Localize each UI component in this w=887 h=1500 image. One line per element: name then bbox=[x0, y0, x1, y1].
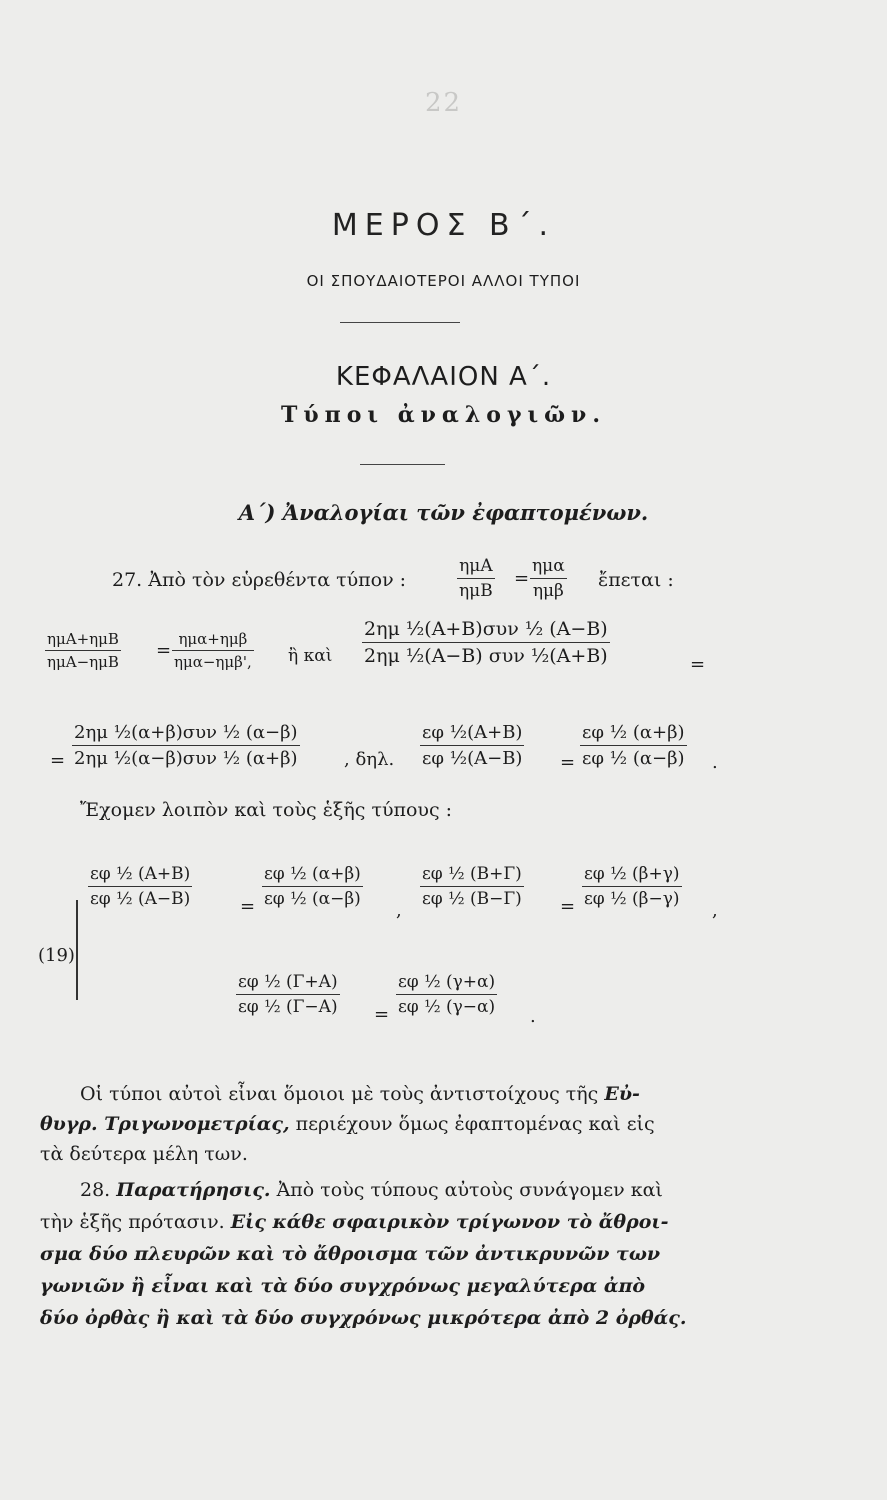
formula-fraction: εφ ½ (Γ+Α) εφ ½ (Γ−Α) bbox=[238, 972, 338, 1017]
formula-fraction: εφ ½ (α+β) εφ ½ (α−β) bbox=[264, 864, 361, 909]
formula-fraction: ημΑ+ημΒ ημΑ−ημΒ bbox=[47, 630, 119, 671]
brace bbox=[76, 900, 86, 1000]
remark-line: Οἱ τύποι αὐτοὶ εἶναι ὅμοιοι μὲ τοὺς ἀντιστοίχους τῆς Εὐ- bbox=[80, 1083, 640, 1105]
formula-fraction: εφ ½ (γ+α) εφ ½ (γ−α) bbox=[398, 972, 496, 1017]
divider bbox=[360, 464, 445, 465]
part-title: ΜΕΡΟΣ Β΄. bbox=[331, 208, 556, 243]
formula-label: (19) bbox=[38, 945, 75, 966]
divider bbox=[340, 322, 460, 323]
chapter-title: ΚΕΦΑΛΑΙΟΝ Α΄. bbox=[335, 362, 552, 392]
para28-line: γωνιῶν ἢ εἶναι καὶ τὰ δύο συγχρόνως μεγαλύτερα ἀπὸ bbox=[40, 1275, 646, 1297]
remark-line: τὰ δεύτερα μέλη των. bbox=[40, 1143, 248, 1165]
formula-fraction: εφ ½ (Α+Β) εφ ½ (Α−Β) bbox=[90, 864, 191, 909]
section-title: Α΄) Ἀναλογίαι τῶν ἐφαπτομένων. bbox=[238, 500, 649, 525]
para27-intro: 27. Ἀπὸ τὸν εὑρεθέντα τύπον : bbox=[112, 569, 407, 591]
formula-fraction: εφ ½ (β+γ) εφ ½ (β−γ) bbox=[584, 864, 680, 909]
para28-line: σμα δύο πλευρῶν καὶ τὸ ἄθροισμα τῶν ἀντικρυνῶν των bbox=[40, 1243, 661, 1265]
para28-line: δύο ὀρθὰς ἢ καὶ τὰ δύο συγχρόνως μικρότερα ἀπὸ 2 ὀρθάς. bbox=[40, 1307, 687, 1329]
formula-fraction: εφ ½(Α+Β) εφ ½(Α−Β) bbox=[422, 722, 523, 769]
para28-line: τὴν ἑξῆς πρότασιν. Εἰς κάθε σφαιρικὸν τρίγωνον τὸ ἄθροι- bbox=[40, 1211, 669, 1233]
formula-fraction: ημα ημβ bbox=[532, 556, 565, 601]
remark-line: θυγρ. Τριγωνομετρίας, περιέχουν ὅμως ἐφαπτομένας καὶ εἰς bbox=[40, 1113, 655, 1135]
we-have-text: Ἔχομεν λοιπὸν καὶ τοὺς ἑξῆς τύπους : bbox=[80, 799, 453, 821]
formula-fraction: εφ ½ (Β+Γ) εφ ½ (Β−Γ) bbox=[422, 864, 522, 909]
para28-line: 28. Παρατήρησις. Ἀπὸ τοὺς τύπους αὐτοὺς συνάγομεν καὶ bbox=[80, 1179, 663, 1201]
follows-text: ἔπεται : bbox=[598, 569, 674, 591]
formula-fraction: 2ημ ½(Α+Β)συν ½ (Α−Β) 2ημ ½(Α−Β) συν ½(Α+Β) bbox=[364, 618, 608, 667]
formula-fraction: ημΑ ημΒ bbox=[459, 556, 493, 601]
part-subtitle: ΟΙ ΣΠΟΥΔΑΙΟΤΕΡΟΙ ΑΛΛΟΙ ΤΥΠΟΙ bbox=[306, 272, 581, 290]
formula-fraction: εφ ½ (α+β) εφ ½ (α−β) bbox=[582, 722, 685, 769]
chapter-subtitle: Τύποι ἀναλογιῶν. bbox=[281, 402, 606, 428]
or-and-text: ἢ καὶ bbox=[288, 646, 333, 666]
formula-fraction: ημα+ημβ ημα−ημβ', bbox=[174, 630, 252, 671]
formula-fraction: 2ημ ½(α+β)συν ½ (α−β) 2ημ ½(α−β)συν ½ (α+β) bbox=[74, 722, 298, 769]
book-page: 22 ΜΕΡΟΣ Β΄. ΟΙ ΣΠΟΥΔΑΙΟΤΕΡΟΙ ΑΛΛΟΙ ΤΥΠΟΙ ΚΕΦΑΛΑΙΟΝ Α΄. Τύποι ἀναλογιῶν. Α΄) Ἀναλογίαι τῶν ἐφαπτομένων. 27. Ἀπὸ τὸν εὑρεθέντα τύπον : ημΑ ημΒ = ημα ημβ ἔπεται : ημΑ+ημΒ ημΑ−ημΒ = ημα+ημβ ημα−ημβ', ἢ καὶ 2ημ ½(Α+Β)συν ½ (Α−Β) 2ημ ½(Α−Β) συν ½(Α+Β) = = 2ημ ½(α+β)συν ½ (α−β) 2ημ ½(α−β)συν ½ (α+β) , δηλ. εφ ½(Α+Β) εφ ½(Α−Β) = εφ ½ (α+β) εφ ½ (α−β) . Ἔχομεν λοιπὸν καὶ τοὺς ἑξῆς τύπους : (19) εφ ½ (Α+Β) εφ ½ (Α−Β) = εφ ½ (α+β) εφ ½ (α−β) , εφ ½ (Β+Γ) εφ ½ (Β−Γ) = εφ ½ (β+γ) εφ ½ (β−γ) , εφ ½ (Γ+Α) εφ ½ (Γ−Α) = εφ ½ (γ+α) εφ ½ (γ−α) . Οἱ τύποι αὐτοὶ εἶναι ὅμοιοι μὲ τοὺς ἀντιστοίχους τῆς Εὐ- θυγρ. Τριγωνομετρίας, περιέχουν ὅμως ἐφαπτομένας καὶ εἰς τὰ δεύτερα μέλη των. 28. Παρατήρησις. Ἀπὸ τοὺς τύπους αὐτοὺς συνάγομεν καὶ τὴν ἑξῆς πρότασιν. Εἰς κάθε σφαιρικὸν τρίγωνον τὸ ἄθροι- σμα δύο πλευρῶν καὶ τὸ ἄθροισμα τῶν ἀντικρυνῶν των γωνιῶν ἢ εἶναι καὶ τὰ δύο συγχρόνως μεγαλύτερα ἀπὸ δύο ὀρθὰς ἢ καὶ τὰ δύο συγχρόνως μικρότερα ἀπὸ 2 ὀρθάς. bbox=[0, 0, 887, 1500]
dil-text: , δηλ. bbox=[344, 749, 395, 770]
page-number: 22 bbox=[424, 88, 463, 118]
